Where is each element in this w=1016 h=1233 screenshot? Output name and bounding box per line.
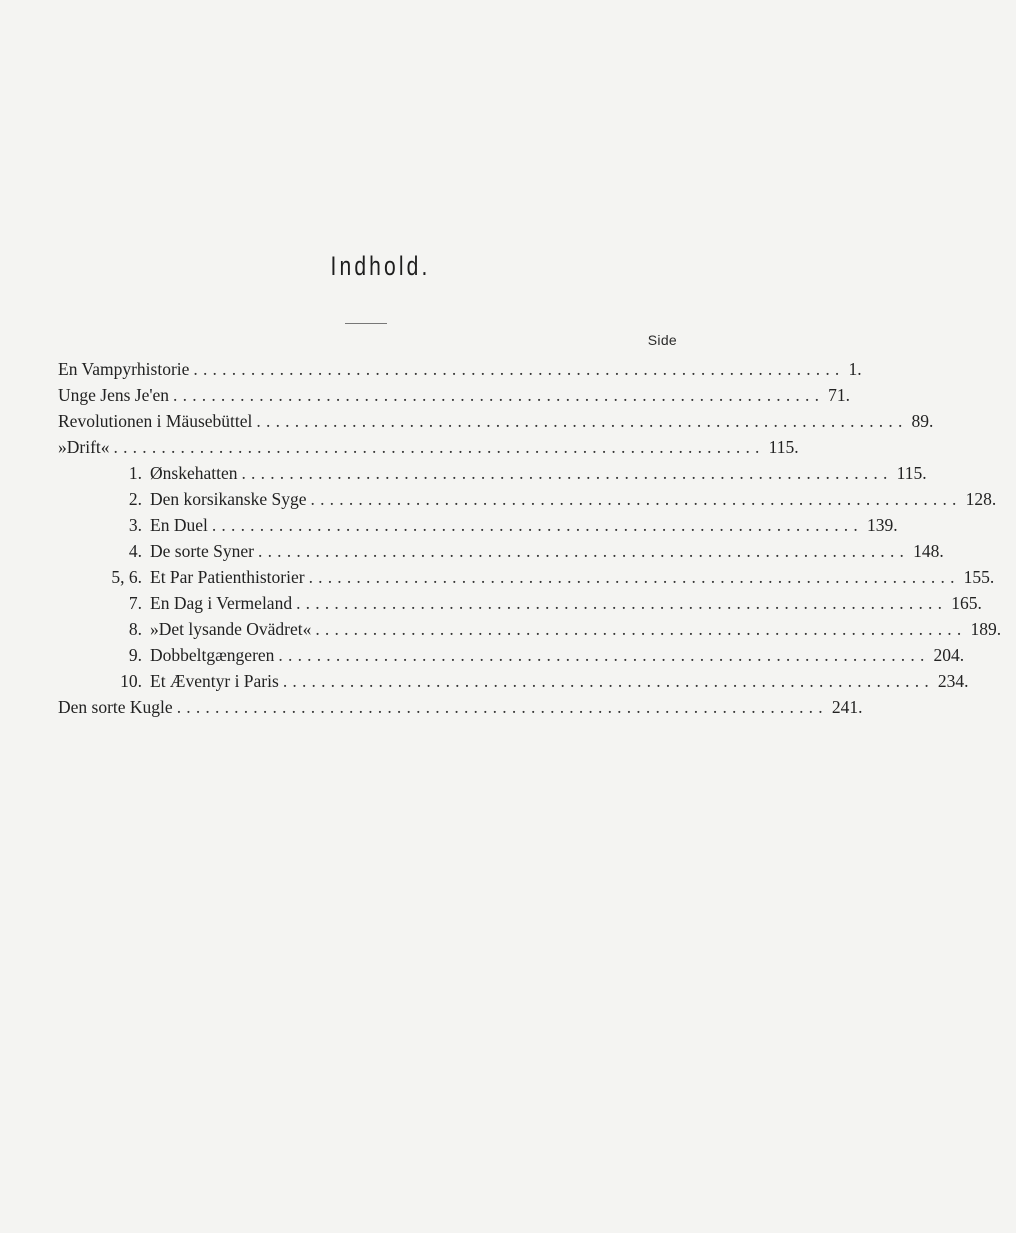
dot-leader: .................................................................... (296, 593, 948, 613)
entry-title: »Det lysande Ovädret« (150, 619, 312, 639)
toc-entry (58, 460, 927, 486)
toc-entry (58, 590, 982, 616)
dot-leader: .................................................................... (258, 541, 910, 561)
entry-title: Unge Jens Je'en (58, 385, 170, 405)
page-title: Indhold. (330, 251, 431, 281)
dot-leader: .................................................................... (282, 671, 934, 691)
toc-entry (58, 512, 898, 538)
entry-page-number: 148. (913, 541, 944, 561)
dot-leader: .................................................................... (315, 619, 967, 639)
entry-page-number: 155. (963, 567, 995, 587)
entry-page-number: 204. (933, 645, 965, 665)
entry-page-number: 115. (896, 463, 927, 483)
entry-title: De sorte Syner (150, 541, 255, 561)
entry-title: En Dag i Vermeland (150, 593, 293, 613)
toc-entry (58, 538, 944, 564)
entry-number: 1. (128, 463, 142, 483)
dot-leader: .................................................................... (241, 463, 893, 483)
entry-title: »Drift« (58, 437, 110, 457)
dot-leader: .................................................................... (310, 489, 962, 509)
toc-entry (58, 486, 997, 512)
entry-page-number: 128. (965, 489, 997, 509)
toc-entry (58, 382, 851, 408)
entry-number: 2. (128, 489, 142, 509)
entry-number: 5, 6. (111, 567, 142, 587)
entry-number: 10. (120, 671, 142, 691)
entry-page-number: 189. (970, 619, 1002, 639)
entry-number: 3. (128, 515, 142, 535)
entry-title: En Vampyrhistorie (58, 359, 190, 379)
entry-title: Den sorte Kugle (58, 697, 173, 717)
toc-entry (58, 694, 863, 720)
entry-title: Et Par Patienthistorier (150, 567, 305, 587)
entry-page-number: 139. (866, 515, 898, 535)
toc-entry (58, 356, 862, 382)
entry-number: 9. (128, 645, 142, 665)
toc-entry (58, 408, 934, 434)
toc-entry (58, 668, 969, 694)
entry-number: 4. (128, 541, 142, 561)
toc-entry (58, 434, 799, 460)
toc-entry (58, 616, 1002, 642)
entry-title: Dobbeltgængeren (150, 645, 275, 665)
entry-title: Revolutionen i Mäusebüttel (58, 411, 253, 431)
entry-page-number: 1. (848, 359, 862, 379)
entry-number: 8. (128, 619, 142, 639)
entry-page-number: 115. (768, 437, 799, 457)
toc-entry (58, 564, 995, 590)
toc-entry (58, 642, 965, 668)
entry-page-number: 89. (911, 411, 934, 431)
dot-leader: .................................................................... (193, 359, 845, 379)
entry-number: 7. (128, 593, 142, 613)
dot-leader: .................................................................... (256, 411, 908, 431)
dot-leader: .................................................................... (113, 437, 765, 457)
dot-leader: .................................................................... (278, 645, 930, 665)
title-rule (345, 323, 387, 324)
side-column-label: Side (647, 332, 677, 348)
entry-page-number: 165. (951, 593, 982, 613)
entry-page-number: 234. (937, 671, 969, 691)
entry-title: Den korsikanske Syge (150, 489, 307, 509)
entry-page-number: 241. (831, 697, 863, 717)
entry-title: Et Æventyr i Paris (150, 671, 279, 691)
dot-leader: .................................................................... (308, 567, 960, 587)
dot-leader: .................................................................... (173, 385, 825, 405)
entry-page-number: 71. (828, 385, 851, 405)
entry-title: Ønskehatten (150, 463, 238, 483)
entry-title: En Duel (150, 515, 208, 535)
table-of-contents (58, 356, 1002, 720)
dot-leader: .................................................................... (211, 515, 863, 535)
dot-leader: .................................................................... (176, 697, 828, 717)
